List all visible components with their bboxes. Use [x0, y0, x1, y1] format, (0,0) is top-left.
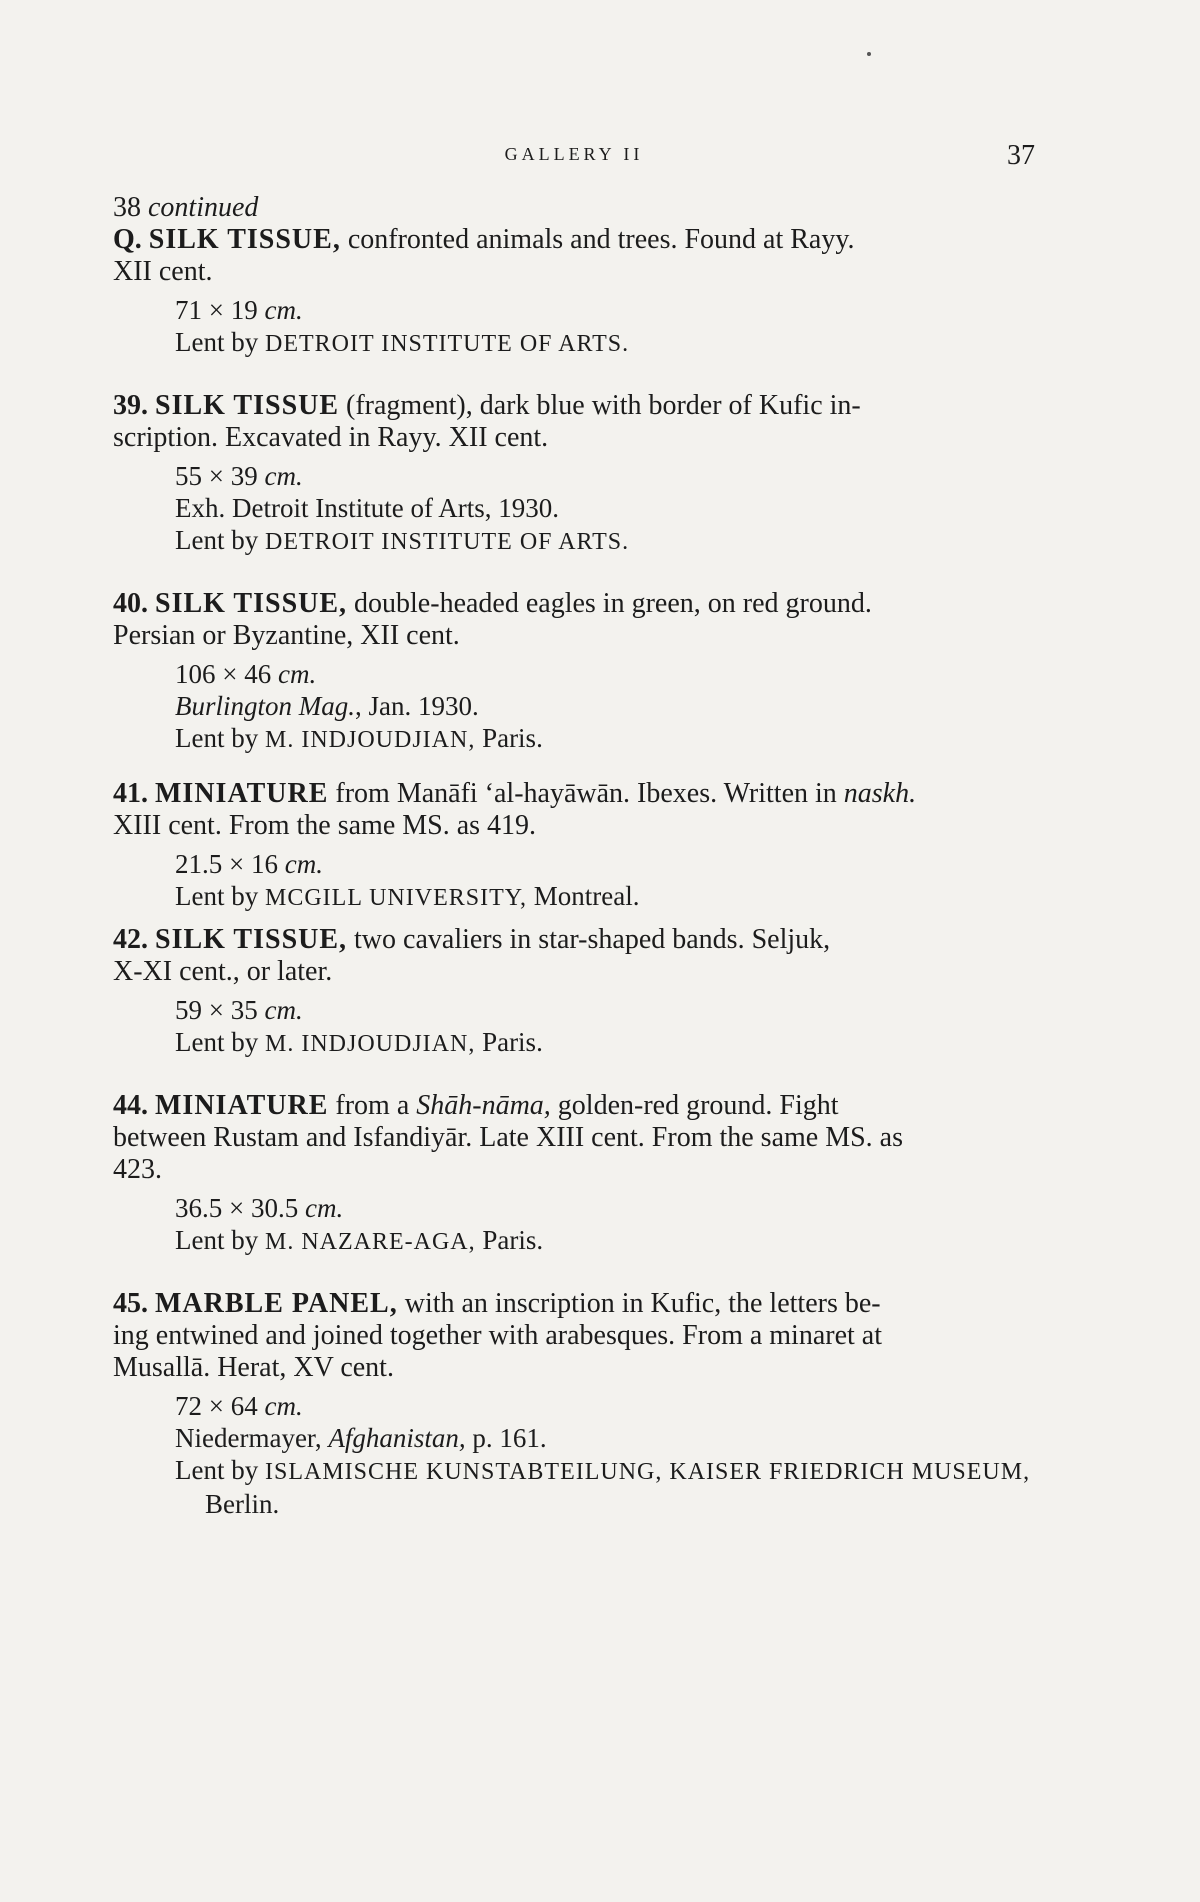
entry-text-2: XII cent. — [113, 256, 213, 287]
page-number: 37 — [1007, 140, 1035, 171]
entry-text-3: Musallā. Herat, XV cent. — [113, 1352, 394, 1383]
continued-number: 38 — [113, 192, 141, 223]
entry-reference — [113, 1422, 1035, 1454]
dimensions-value: 106 × 46 — [175, 659, 272, 689]
catalogue-entry-q — [113, 224, 1035, 360]
entry-lender — [113, 880, 1035, 914]
entry-text-1: with an inscription in Kufic, the letters be- — [404, 1288, 881, 1319]
entry-dimensions — [113, 460, 1035, 492]
dimensions-value: 21.5 × 16 — [175, 849, 278, 879]
entry-title: MINIATURE — [155, 1090, 329, 1121]
entry-dimensions — [113, 848, 1035, 880]
entry-reference — [113, 690, 1035, 722]
lender-name: DETROIT INSTITUTE OF ARTS. — [264, 331, 630, 357]
reference-detail: , Jan. 1930. — [355, 691, 479, 721]
entry-dimensions — [113, 994, 1035, 1026]
lender-name: M. NAZARE-AGA, — [264, 1229, 476, 1255]
dimensions-value: 71 × 19 — [175, 295, 258, 325]
dimensions-unit: cm. — [264, 461, 303, 491]
entry-exhibition: Exh. Detroit Institute of Arts, 1930. — [175, 493, 559, 523]
lent-prefix: Lent by — [175, 525, 259, 555]
catalogue-entry-41 — [113, 778, 1035, 914]
lender-name: M. INDJOUDJIAN, — [264, 727, 476, 753]
reference-author: Niedermayer, — [175, 1423, 322, 1453]
dimensions-unit: cm. — [264, 1391, 303, 1421]
reference-title: Afghanistan, — [328, 1423, 466, 1453]
lender-place: Paris. — [482, 723, 543, 753]
continued-label: continued — [148, 192, 259, 223]
entry-lender — [113, 1224, 1035, 1258]
catalogue-entry-45 — [113, 1288, 1035, 1520]
entry-text-1a: from a — [335, 1090, 410, 1121]
dimensions-value: 36.5 × 30.5 — [175, 1193, 299, 1223]
lender-name: DETROIT INSTITUTE OF ARTS. — [264, 529, 630, 555]
dimensions-value: 55 × 39 — [175, 461, 258, 491]
catalogue-entry-39 — [113, 390, 1035, 558]
entry-text-1: confronted animals and trees. Found at Rayy. — [347, 224, 855, 255]
entry-text-1: double-headed eagles in green, on red ground. — [354, 588, 872, 619]
catalogue-page — [113, 140, 1035, 1520]
lent-prefix: Lent by — [175, 1455, 259, 1485]
lent-prefix: Lent by — [175, 1225, 259, 1255]
entry-description — [113, 224, 1035, 288]
entry-text-2: X-XI cent., or later. — [113, 956, 333, 987]
reference-title: Burlington Mag. — [175, 691, 355, 721]
entry-number: 42. — [113, 924, 148, 955]
dimensions-value: 72 × 64 — [175, 1391, 258, 1421]
entry-text-2: scription. Excavated in Rayy. XII cent. — [113, 422, 549, 453]
reference-detail: p. 161. — [472, 1423, 547, 1453]
lent-prefix: Lent by — [175, 881, 259, 911]
entry-description — [113, 924, 1035, 988]
entry-text-3: 423. — [113, 1154, 162, 1185]
entry-text-2: Persian or Byzantine, XII cent. — [113, 620, 460, 651]
entry-text-1: (fragment), dark blue with border of Kufic in- — [346, 390, 861, 421]
running-head — [113, 140, 1035, 180]
entry-text-italic: naskh. — [843, 778, 917, 809]
entry-dimensions — [113, 1192, 1035, 1224]
lender-place: Paris. — [482, 1225, 544, 1255]
entry-description — [113, 778, 1035, 842]
continued-heading — [113, 192, 1035, 224]
dimensions-value: 59 × 35 — [175, 995, 258, 1025]
entry-number: 41. — [113, 778, 148, 809]
dimensions-unit: cm. — [264, 995, 303, 1025]
entry-lender — [113, 1454, 1035, 1488]
lent-prefix: Lent by — [175, 723, 259, 753]
entry-text-2: XIII cent. From the same MS. as 419. — [113, 810, 537, 841]
entry-lender — [113, 1026, 1035, 1060]
lent-prefix: Lent by — [175, 1027, 259, 1057]
lent-prefix: Lent by — [175, 327, 259, 357]
lender-name: ISLAMISCHE KUNSTABTEILUNG, KAISER FRIEDRICH MUSEUM, — [264, 1459, 1031, 1485]
entry-text-2: ing entwined and joined together with arabesques. From a minaret at — [113, 1320, 883, 1351]
entry-title: MINIATURE — [155, 778, 329, 809]
entry-text-italic: Shāh-nāma, — [416, 1090, 551, 1121]
entry-lender — [113, 722, 1035, 756]
entry-text-1b: golden-red ground. Fight — [557, 1090, 839, 1121]
entry-dimensions — [113, 294, 1035, 326]
dimensions-unit: cm. — [304, 1193, 344, 1223]
running-title: GALLERY II — [504, 144, 644, 164]
entry-description — [113, 390, 1035, 454]
entry-text-1: two cavaliers in star-shaped bands. Seljuk, — [354, 924, 831, 955]
lender-place: Montreal. — [533, 881, 640, 911]
catalogue-entry-42 — [113, 924, 1035, 1060]
entry-title: SILK TISSUE, — [155, 588, 348, 619]
entry-description — [113, 1090, 1035, 1186]
entry-number: 39. — [113, 390, 148, 421]
entry-text-1: from Manāfi ‘al-hayāwān. Ibexes. Written in — [335, 778, 837, 809]
entry-title: SILK TISSUE — [155, 390, 340, 421]
entry-number: Q. — [113, 224, 142, 255]
entry-lender — [113, 326, 1035, 360]
entry-dimensions — [113, 1390, 1035, 1422]
lender-place: Paris. — [482, 1027, 543, 1057]
entry-title: SILK TISSUE, — [155, 924, 348, 955]
entry-title: SILK TISSUE, — [148, 224, 341, 255]
lender-name: MCGILL UNIVERSITY, — [264, 885, 527, 911]
page-speck — [867, 52, 871, 56]
catalogue-entry-40 — [113, 588, 1035, 756]
catalogue-entry-44 — [113, 1090, 1035, 1258]
entry-description — [113, 1288, 1035, 1384]
dimensions-unit: cm. — [264, 295, 303, 325]
entry-number: 40. — [113, 588, 148, 619]
entry-dimensions — [113, 658, 1035, 690]
lender-name: M. INDJOUDJIAN, — [264, 1031, 476, 1057]
entry-title: MARBLE PANEL, — [155, 1288, 398, 1319]
entry-lender-place: Berlin. — [205, 1489, 280, 1519]
dimensions-unit: cm. — [284, 849, 323, 879]
entry-lender — [113, 524, 1035, 558]
entry-text-2: between Rustam and Isfandiyār. Late XIII cent. From the same MS. as — [113, 1122, 904, 1153]
entry-number: 44. — [113, 1090, 148, 1121]
entry-number: 45. — [113, 1288, 148, 1319]
entry-description — [113, 588, 1035, 652]
dimensions-unit: cm. — [277, 659, 317, 689]
